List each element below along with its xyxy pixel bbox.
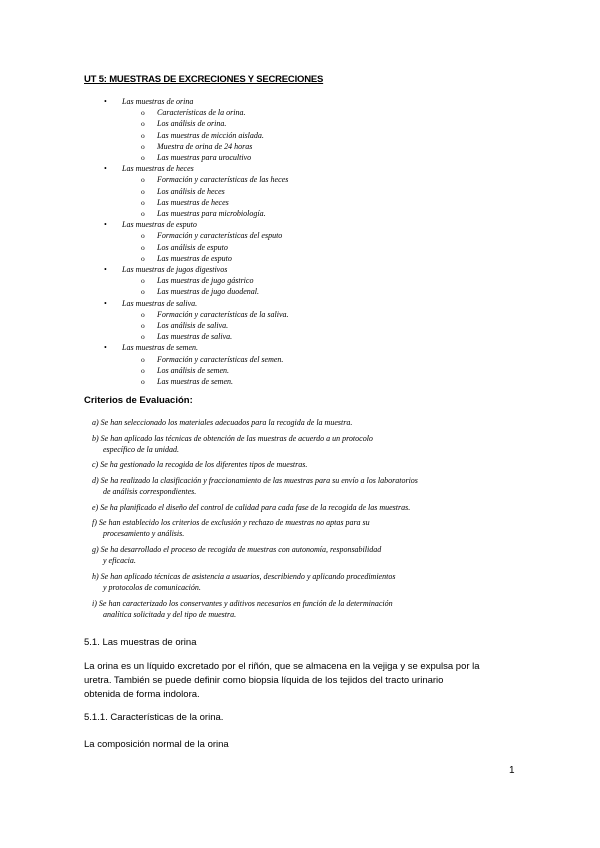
criterion-line: i) Se han caracterizado los conservantes y aditivos necesarios en función de la determinación — [92, 598, 393, 608]
outline-item — [104, 96, 289, 163]
topic-outline — [104, 96, 289, 387]
criterion-line: procesamiento y análisis. — [103, 529, 185, 539]
outline-subitem: o Formación y características del esputo — [157, 230, 289, 241]
criterion-line: de análisis correspondientes. — [103, 487, 197, 497]
criterion-line: y protocolos de comunicación. — [103, 582, 201, 592]
document-title: UT 5: MUESTRAS DE EXCRECIONES Y SECRECIONES — [84, 74, 324, 85]
criterion — [92, 517, 532, 539]
criterion-line: e) Se ha planificado el diseño del control de calidad para cada fase de la recogida de las muestras. — [92, 502, 411, 512]
criterion-line: analítica solicitada y del tipo de muestra. — [103, 609, 237, 619]
criterion — [92, 459, 532, 470]
outline-subitem: o Las muestras para urocultivo — [157, 152, 289, 163]
paragraph — [84, 660, 516, 702]
criterion-line: f) Se han establecido los criterios de exclusión y rechazo de muestras no aptas para su — [92, 518, 370, 528]
outline-subitem: o Los análisis de orina. — [157, 118, 289, 129]
criterion-line: d) Se ha realizado la clasificación y fraccionamiento de las muestras para su envío a los laboratorios — [92, 476, 418, 486]
outline-subitem: o Las muestras de heces — [157, 197, 289, 208]
outline-subitem: o Características de la orina. — [157, 107, 289, 118]
criterion — [92, 502, 532, 513]
outline-subitem: o Muestra de orina de 24 horas — [157, 141, 289, 152]
section-heading: 5.1. Las muestras de orina — [84, 637, 197, 648]
criteria-heading: Criterios de Evaluación: — [84, 395, 193, 406]
outline-subitem: o Las muestras de micción aislada. — [157, 130, 289, 141]
outline-subitem: o Las muestras de jugo duodenal. — [157, 286, 289, 297]
criterion-line: h) Se han aplicado técnicas de asistencia a usuarios, describiendo y aplicando procedimientos — [92, 571, 396, 581]
outline-item-label: Las muestras de orina — [122, 97, 194, 106]
outline-item-label: Las muestras de semen. — [122, 343, 198, 353]
outline-item — [104, 219, 289, 264]
paragraph-line: uretra. También se puede definir como biopsia líquida de los tejidos del tracto urinario — [84, 675, 444, 686]
criterion — [92, 475, 532, 497]
criterion-line: b) Se han aplicado las técnicas de obtención de las muestras de acuerdo a un protocolo — [92, 433, 373, 443]
criterion-line: g) Se ha desarrollado el proceso de recogida de muestras con autonomía, responsabilidad — [92, 545, 382, 555]
outline-subitem: o Formación y características de la saliva. — [157, 309, 289, 320]
outline-item-label: Las muestras de saliva. — [122, 298, 198, 308]
subheading: La composición normal de la orina — [84, 739, 229, 750]
paragraph-line: La orina es un líquido excretado por el riñón, que se almacena en la vejiga y se expulsa por la — [84, 661, 480, 672]
outline-subitem: o Las muestras de semen. — [157, 376, 289, 387]
outline-item — [104, 342, 289, 387]
outline-subitem: o Los análisis de esputo — [157, 242, 289, 253]
outline-subitem: o Formación y características del semen. — [157, 354, 289, 365]
outline-subitem: o Los análisis de saliva. — [157, 320, 289, 331]
outline-subitem: o Los análisis de heces — [157, 186, 289, 197]
outline-item-label: Las muestras de heces — [122, 164, 194, 174]
criterion-line: a) Se han seleccionado los materiales adecuados para la recogida de la muestra. — [92, 418, 353, 427]
criterion-line: c) Se ha gestionado la recogida de los diferentes tipos de muestras. — [92, 460, 308, 470]
outline-subitem: o Las muestras de jugo gástrico — [157, 275, 289, 286]
outline-item-label: Las muestras de jugos digestivos — [122, 265, 228, 275]
criteria-list — [92, 417, 532, 624]
criterion — [92, 598, 532, 620]
criterion — [92, 417, 532, 428]
criterion-line: específico de la unidad. — [103, 444, 179, 454]
outline-item — [104, 163, 289, 219]
criterion — [92, 544, 532, 566]
paragraph-line: obtenida de forma indolora. — [84, 689, 200, 700]
outline-subitem: o Las muestras de esputo — [157, 253, 289, 264]
subsection-heading: 5.1.1. Características de la orina. — [84, 712, 224, 723]
outline-subitem: o Formación y características de las heces — [157, 174, 289, 185]
criterion — [92, 433, 532, 455]
outline-subitem: o Los análisis de semen. — [157, 365, 289, 376]
outline-item-label: Las muestras de esputo — [122, 220, 197, 230]
outline-subitem: o Las muestras para microbiología. — [157, 208, 289, 219]
outline-subitem: o Las muestras de saliva. — [157, 331, 289, 342]
outline-item — [104, 264, 289, 298]
criterion — [92, 571, 532, 593]
outline-item — [104, 298, 289, 343]
criterion-line: y eficacia. — [103, 556, 136, 566]
page-number: 1 — [509, 765, 515, 776]
